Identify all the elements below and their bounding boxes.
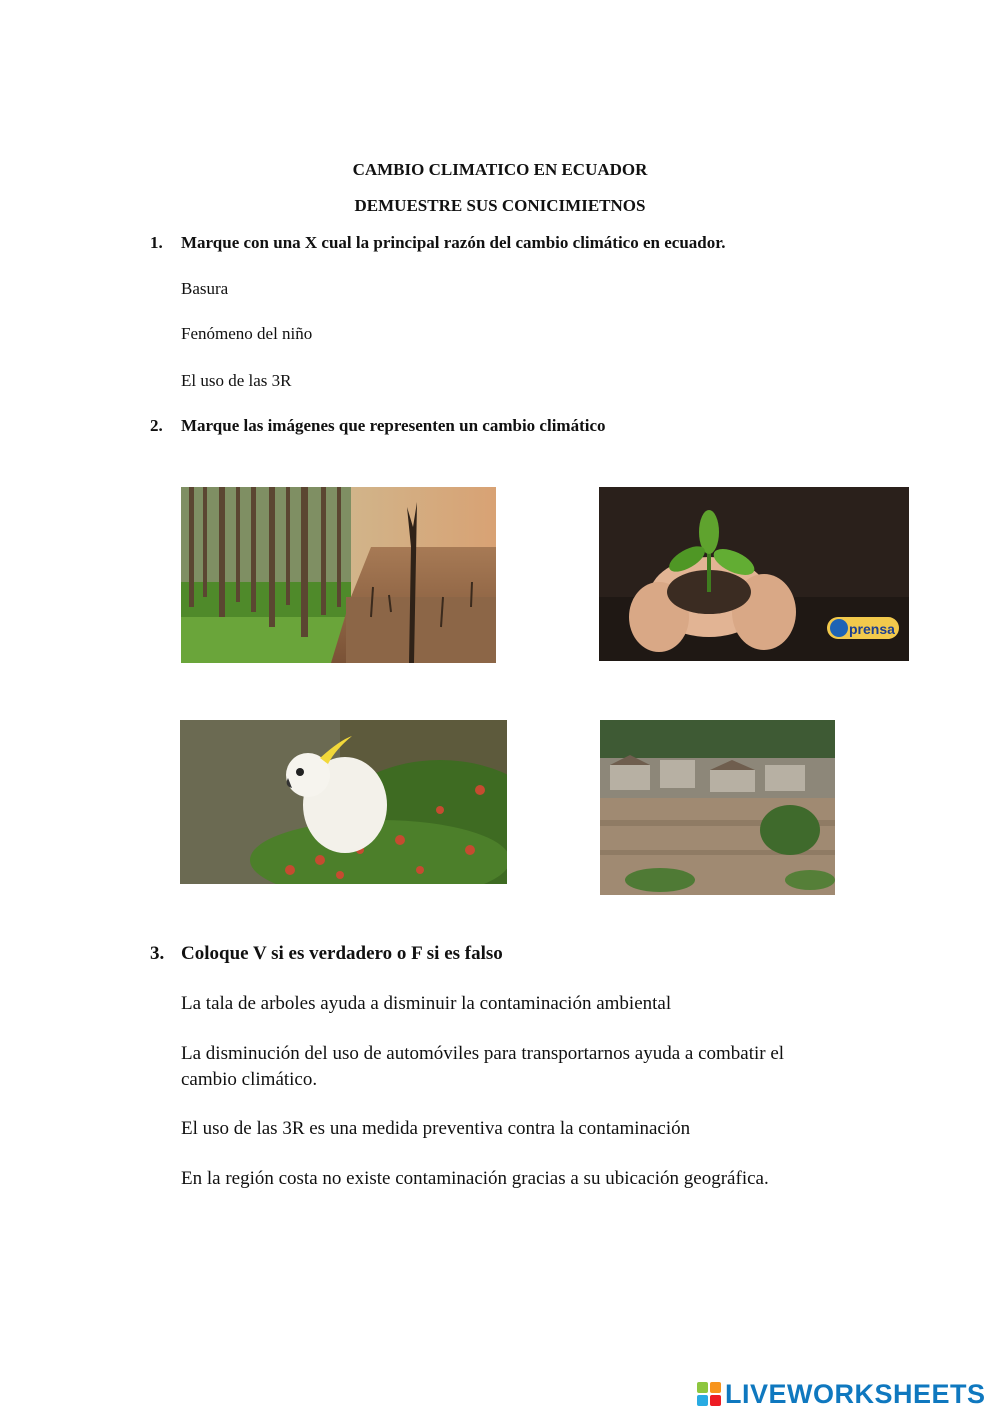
option-basura[interactable]: Basura bbox=[181, 279, 229, 298]
question-3-number: 3. bbox=[150, 943, 165, 964]
option-uso-3r[interactable]: El uso de las 3R bbox=[181, 371, 292, 390]
hands-seedling-photo[interactable] bbox=[599, 487, 909, 661]
liveworksheets-logo[interactable] bbox=[697, 1377, 986, 1411]
statement-1[interactable]: La tala de arboles ayuda a disminuir la contaminación ambiental bbox=[181, 993, 672, 1014]
page-title: CAMBIO CLIMATICO EN ECUADOR bbox=[352, 160, 648, 179]
logo-squares-icon bbox=[697, 1382, 721, 1406]
cockatoo-photo[interactable] bbox=[180, 720, 507, 884]
forest-drought-photo[interactable] bbox=[181, 487, 496, 663]
question-1-text: Marque con una X cual la principal razón del cambio climático en ecuador. bbox=[181, 233, 726, 252]
statement-2[interactable]: La disminución del uso de automóviles para transportarnos ayuda a combatir el cambio climático. bbox=[181, 1043, 785, 1090]
question-2-number: 2. bbox=[150, 416, 163, 435]
question-2-text: Marque las imágenes que representen un cambio climático bbox=[181, 416, 606, 435]
brand-text: LIVEWORKSHEETS bbox=[725, 1378, 986, 1409]
question-3-text: Coloque V si es verdadero o F si es falso bbox=[181, 943, 503, 964]
question-1-number: 1. bbox=[150, 233, 163, 252]
statement-3[interactable]: El uso de las 3R es una medida preventiva contra la contaminación bbox=[181, 1118, 691, 1139]
flooded-town-photo[interactable] bbox=[600, 720, 835, 895]
statement-4[interactable]: En la región costa no existe contaminación gracias a su ubicación geográfica. bbox=[181, 1168, 769, 1189]
option-fenomeno-del-nino[interactable]: Fenómeno del niño bbox=[181, 324, 313, 343]
page-subtitle: DEMUESTRE SUS CONICIMIETNOS bbox=[354, 196, 646, 215]
svg-text:prensa: prensa bbox=[849, 621, 895, 637]
